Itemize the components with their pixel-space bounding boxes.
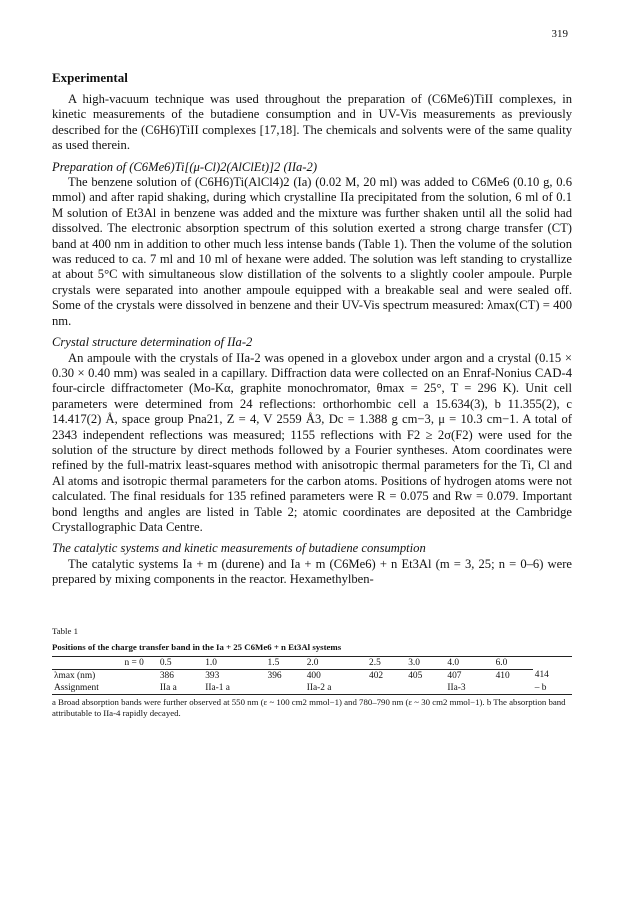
table-cell xyxy=(494,682,533,695)
table-cell: IIa-3 xyxy=(445,682,493,695)
header-cell: 4.0 xyxy=(445,656,493,669)
table-caption: Table 1 xyxy=(52,625,79,636)
table-cell xyxy=(367,682,406,695)
table-cell: 410 xyxy=(495,670,510,681)
section-heading: Experimental xyxy=(52,70,128,85)
table-cell: 405 xyxy=(408,670,423,681)
table-cell: 400 xyxy=(306,670,321,681)
header-n-label: n = 0 xyxy=(52,656,158,669)
header-cell: 2.0 xyxy=(305,656,367,669)
paragraph-methods: A high-vacuum technique was used throughout the preparation of (C6Me6)TiII complexes, in kinetic measurements of the butadiene consumption and in UV-Vis measurements as previously described for the (C6H6)TiII complexes [17,18]. The chemicals and solvents were of the same quality as used therein. xyxy=(52,92,572,153)
paragraph-crystal-structure: An ampoule with the crystals of IIa-2 was opened in a glovebox under argon and a crystal (0.15 × 0.30 × 0.40 mm) was sealed in a capillary. Diffraction data were collected on an Enraf-Nonius CAD-4 four-circle diffractometer (Mo-Kα, graphite monochromator, θmax = 25°, T = 296 K). Unit cell parameters were determined from 24 reflections: orthorhombic cell a 15.634(3), b 11.355(2), c 14.417(2) Å, space group Pna21, Z = 4, V 2559 Å3, Dc = 1.388 g cm−3, μ = 10.3 cm−1. A total of 2343 independent reflections was measured; 1155 reflections with F2 ≥ 2σ(F2) were used for the solution of the structure by direct methods followed by a Fourier syntheses. Atom coordinates were refined by the full-matrix least-squares method with anisotropic thermal parameters for the Ti, Cl and Al atoms and isotropic thermal parameters for the carbon atoms. Positions of hydrogen atoms were not calculated. The final residuals for 135 refined parameters were R = 0.075 and Rw = 0.079. Important bond lengths and angles are listed in Table 2; atomic coordinates are deposited at the Cambridge Crystallographic Data Centre. xyxy=(52,350,572,534)
table-cell: IIa a xyxy=(158,682,203,695)
table-row xyxy=(52,682,572,695)
table-cell: 407 xyxy=(447,670,462,681)
header-cell: 6.0 xyxy=(494,656,533,669)
table-cell xyxy=(266,682,305,695)
header-cell: 3.0 xyxy=(406,656,445,669)
header-cell: 0.5 xyxy=(158,656,203,669)
table-cell: IIa-1 a xyxy=(203,682,265,695)
header-cell: 1.0 xyxy=(203,656,265,669)
header-cell: 1.5 xyxy=(266,656,305,669)
table-cell: 386 xyxy=(159,670,174,681)
table-footnote: a Broad absorption bands were further observed at 550 nm (ε ~ 100 cm2 mmol−1) and 780–790 nm (ε ~ 30 cm2 mmol−1). b The absorption band attributable to IIa-4 rapidly decayed. xyxy=(52,696,566,718)
table-cell: – b xyxy=(533,682,572,695)
subheading-crystal-structure: Crystal structure determination of IIa-2 xyxy=(52,335,253,350)
table-cell: 402 xyxy=(369,670,384,681)
page-number: 319 xyxy=(551,28,568,40)
table-cell: 414 xyxy=(534,670,549,681)
table-cell: 396 xyxy=(267,670,282,681)
paragraph-preparation: The benzene solution of (C6H6)Ti(AlCl4)2 (Ia) (0.02 M, 20 ml) was added to C6Me6 (0.10 g, 0.6 mmol) and after rapid shaking, during which crystalline IIa precipitated from the solution, 6 ml of 0.1 M solution of Et3Al in benzene was added and the mixture was further shaken until all the solid had dissolved. The electronic absorption spectrum of this solution exerted a strong charge transfer (CT) band at 400 nm in addition to other much less intense bands (Table 1). Then the volume of the solution was reduced to ca. 7 ml and 10 ml of hexane were added. The solution was left standing to crystallize at about 5°C with simultaneous slow distillation of the solvents to a slightly cooler ampoule. Purple crystals were separated into another ampoule equipped with a breakable seal and were sealed off. Some of the crystals were dissolved in benzene and their UV-Vis spectrum measured: λmax(CT) = 400 nm. xyxy=(52,175,572,328)
table-cell: 393 xyxy=(205,670,220,681)
row-label-assignment: Assignment xyxy=(52,682,158,695)
table-title: Positions of the charge transfer band in the Ia + 25 C6Me6 + n Et3Al systems xyxy=(52,641,342,652)
subheading-catalytic-systems: The catalytic systems and kinetic measurements of butadiene consumption xyxy=(52,541,426,556)
article-page xyxy=(52,28,572,719)
table-cell xyxy=(406,682,445,695)
header-cell: 2.5 xyxy=(367,656,406,669)
charge-transfer-table xyxy=(52,656,572,695)
table-header-row xyxy=(52,656,572,669)
row-label-lambda: λmax (nm) xyxy=(54,670,96,681)
paragraph-catalytic-systems: The catalytic systems Ia + m (durene) and Ia + m (C6Me6) + n Et3Al (m = 3, 25; n = 0–6) were prepared by mixing components in the reactor. Hexamethylben- xyxy=(52,556,572,587)
subheading-preparation: Preparation of (C6Me6)Ti[(μ-Cl)2(AlClEt)]2 (IIa-2) xyxy=(52,159,318,174)
table-cell: IIa-2 a xyxy=(305,682,367,695)
table-row xyxy=(52,669,572,682)
